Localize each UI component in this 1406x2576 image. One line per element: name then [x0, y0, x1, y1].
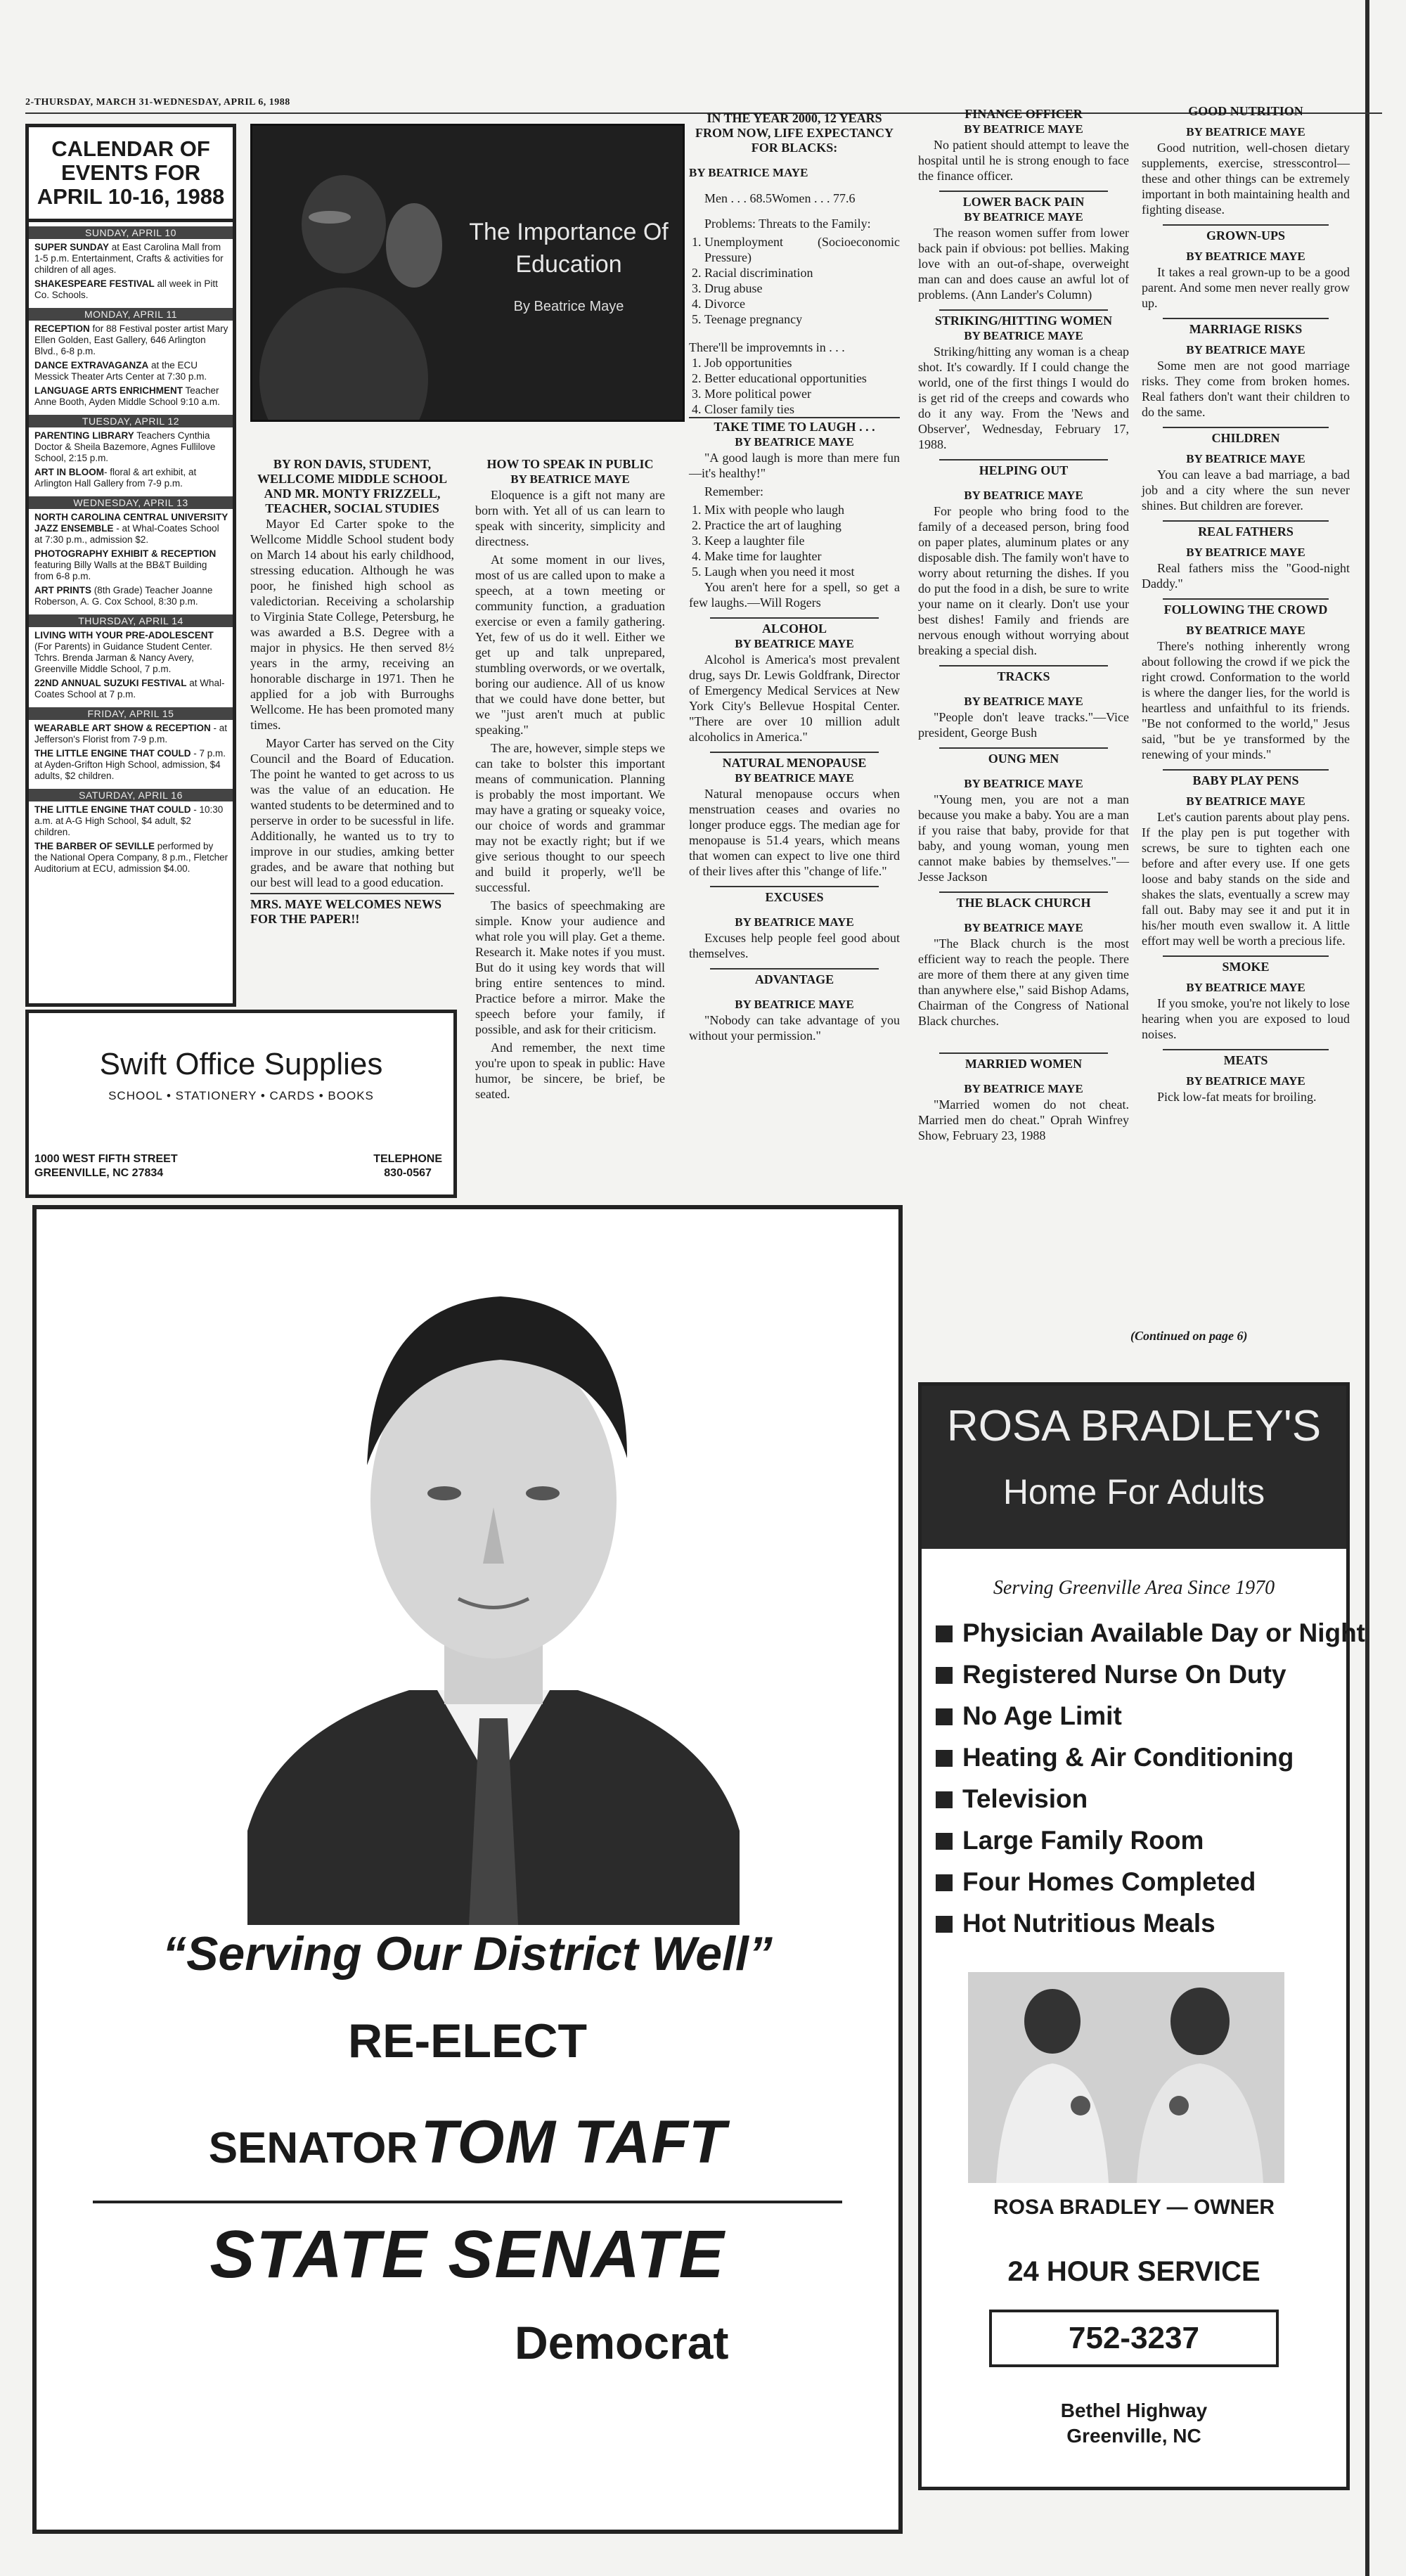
calendar-event-details: featuring Billy Walls at the BB&T Building from 6-8 p.m.	[34, 560, 207, 581]
taft-name-line	[37, 2108, 898, 2177]
calendar-event-title: LIVING WITH YOUR PRE-ADOLESCENT	[34, 630, 214, 640]
owners-photo-image	[968, 1972, 1284, 2183]
speak-byline: BY BEATRICE MAYE	[510, 472, 630, 486]
church-text: "The Black church is the most efficient way to reach the people. There are more of them there at any given time than anywhere else," said Bishop Adams, Chairman of the Congress of National Black churches.	[918, 936, 1129, 1028]
feature-label: Registered Nurse On Duty	[962, 1660, 1286, 1689]
bullet-icon	[936, 1833, 953, 1850]
youngmen-headline: OUNG MEN	[988, 752, 1059, 766]
speak-headline: HOW TO SPEAK IN PUBLIC	[486, 457, 654, 471]
menopause-byline: BY BEATRICE MAYE	[735, 771, 854, 785]
feature-label: Four Homes Completed	[962, 1867, 1256, 1896]
calendar-day-header: TUESDAY, APRIL 12	[29, 415, 233, 427]
calendar-day-header: WEDNESDAY, APRIL 13	[29, 496, 233, 509]
marriage-headline: MARRIAGE RISKS	[1189, 322, 1303, 336]
swift-tagline: SCHOOL • STATIONERY • CARDS • BOOKS	[108, 1089, 374, 1102]
calendar-event-details: (8th Grade) Teacher Joanne Roberson, A. G. Cox School, 8:30 p.m.	[34, 585, 213, 607]
laugh-headline: TAKE TIME TO LAUGH . . .	[689, 417, 900, 434]
list-item	[936, 1695, 1365, 1737]
education-photo-title: The Importance Of Education	[469, 219, 669, 278]
laugh-remember: Remember:	[704, 484, 763, 498]
candidate-portrait-image	[233, 1226, 754, 1925]
bullet-icon	[936, 1874, 953, 1891]
taft-campaign-ad	[32, 1205, 903, 2534]
advantage-byline: BY BEATRICE MAYE	[735, 998, 854, 1011]
calendar-event-details: - floral & art exhibit, at Arlington Hall Gallery from 7-9 p.m.	[34, 467, 197, 489]
calendar-event-title: SUPER SUNDAY	[34, 242, 110, 252]
laugh-intro: "A good laugh is more than mere fun—it's healthy!"	[689, 451, 900, 480]
year2000-problems-label: Problems: Threats to the Family:	[704, 217, 871, 231]
list-item	[936, 1654, 1365, 1695]
calendar-event-details: performed by the National Opera Company, 8 p.m., Fletcher Auditorium at ECU, admission $4.00.	[34, 841, 228, 874]
taft-name: TOM TAFT	[420, 2108, 727, 2176]
swift-address	[34, 1152, 178, 1180]
calendar-event-title: LANGUAGE ARTS ENRICHMENT	[34, 385, 183, 396]
year2000-stats: Men . . . 68.5Women . . . 77.6	[704, 191, 856, 205]
list-item	[936, 1820, 1365, 1861]
calendar-event	[29, 278, 233, 304]
calendar-event	[29, 323, 233, 360]
year2000-byline: BY BEATRICE MAYE	[689, 166, 808, 179]
youngmen-byline: BY BEATRICE MAYE	[964, 777, 1083, 790]
year2000-problems-list	[689, 234, 900, 327]
rosa-title: ROSA BRADLEY'S	[946, 1402, 1322, 1450]
calendar-event-title: 22ND ANNUAL SUZUKI FESTIVAL	[34, 678, 187, 688]
rosa-service: 24 HOUR SERVICE	[1007, 2256, 1260, 2287]
smoke-text: If you smoke, you're not likely to lose hearing when you are exposed to loud noises.	[1142, 996, 1350, 1041]
section-rule	[710, 886, 879, 887]
calendar-day-header: MONDAY, APRIL 11	[29, 308, 233, 321]
excuses-text: Excuses help people feel good about themselves.	[689, 931, 900, 960]
section-rule	[939, 1052, 1108, 1054]
calendar-event-details: - 7 p.m. at Ayden-Grifton High School, admission, $4 adults, $2 children.	[34, 748, 226, 781]
list-item: 3. Drug abuse	[704, 281, 900, 296]
fathers-text: Real fathers miss the "Good-night Daddy."	[1142, 561, 1350, 591]
section-rule	[939, 459, 1108, 461]
rosa-header	[922, 1386, 1346, 1549]
calendar-day-header: FRIDAY, APRIL 15	[29, 707, 233, 720]
rosa-phone-number: 752-3237	[989, 2310, 1279, 2367]
list-item: 1. Mix with people who laugh	[704, 502, 900, 517]
calendar-event-title: WEARABLE ART SHOW & RECEPTION	[34, 723, 211, 733]
crowd-headline: FOLLOWING THE CROWD	[1163, 603, 1328, 617]
davis-paragraph: Mayor Ed Carter spoke to the Wellcome Middle School student body on March 14 about his early childhood, stressing education. Although he was poor, he finished high school as valedictorian. Receiving a scholarship to Virginia State College, Petersburg, he was awarded a B.S. Degree with a major in physics. He then served 8½ years in the army, receiving an honorable discharge in 1971. Then he applied for a job with Burroughs Wellcome. He has been promoted many times.	[250, 517, 454, 732]
calendar-event-details: - at Jefferson's Florist from 7-9 p.m.	[34, 723, 228, 745]
section-rule	[939, 891, 1108, 893]
section-rule	[939, 309, 1108, 311]
tracks-byline: BY BEATRICE MAYE	[964, 695, 1083, 708]
calendar-event-details: Teachers Cynthia Doctor & Sheila Bazemore, Agnes Fullilove School, 2:15 p.m.	[34, 430, 216, 463]
calendar-event	[29, 385, 233, 411]
backpain-text: The reason women suffer from lower back pain if obvious: pot bellies. Making love with an out-of-shape, overweight man can and does cause an awful lot of problems. (Ann Lander's Column)	[918, 226, 1129, 302]
list-item: 2. Racial discrimination	[704, 265, 900, 281]
list-item: 3. Keep a laughter file	[704, 533, 900, 548]
section-rule	[1163, 769, 1329, 771]
helping-byline: BY BEATRICE MAYE	[964, 489, 1083, 502]
church-byline: BY BEATRICE MAYE	[964, 921, 1083, 934]
rosa-feature-list	[936, 1612, 1365, 1944]
speak-article	[475, 457, 665, 1105]
calendar-event	[29, 630, 233, 678]
feature-label: Physician Available Day or Night	[962, 1618, 1365, 1647]
married-byline: BY BEATRICE MAYE	[964, 1082, 1083, 1095]
children-headline: CHILDREN	[1211, 431, 1280, 445]
calendar-event-title: DANCE EXTRAVAGANZA	[34, 360, 149, 371]
bullet-icon	[936, 1750, 953, 1767]
helping-text: For people who bring food to the family of a deceased person, bring food on paper plates, aluminum plates or any disposable dish. The family won't have to worry about returning the dishes. If you do put the food in a dish, be sure to write your name on it clearly. Don't use your best dishes! Family and friends are nervous enough without worrying about breaking a special dish.	[918, 504, 1129, 657]
list-item	[936, 1737, 1365, 1778]
calendar-event	[29, 467, 233, 492]
list-item: 3. More political power	[704, 386, 900, 401]
youngmen-text: "Young men, you are not a man because you make a baby. You are a man if you raise that baby, provide for that baby, and young woman, young men cannot make babies by themselves."—Jesse Jackson	[918, 792, 1129, 884]
calendar-event-details: at East Carolina Mall from 1-5 p.m. Entertainment, Crafts & activities for children of all ages.	[34, 242, 224, 275]
married-text: "Married women do not cheat. Married men do cheat." Oprah Winfrey Show, February 23, 1988	[918, 1097, 1129, 1142]
rosa-subtitle: Home For Adults	[1002, 1472, 1265, 1512]
calendar-event-details: - 10:30 a.m. at A-G High School, $4 adult, $2 children.	[34, 804, 224, 837]
calendar-event	[29, 548, 233, 585]
meats-byline: BY BEATRICE MAYE	[1186, 1074, 1305, 1088]
grownups-text: It takes a real grown-up to be a good parent. And some men never really grow up.	[1142, 265, 1350, 310]
feature-label: Large Family Room	[962, 1826, 1204, 1855]
list-item	[936, 1861, 1365, 1902]
section-rule	[1163, 427, 1329, 428]
list-item	[936, 1778, 1365, 1820]
fathers-byline: BY BEATRICE MAYE	[1186, 546, 1305, 559]
davis-headline: BY RON DAVIS, STUDENT, WELLCOME MIDDLE SCHOOL AND MR. MONTY FRIZZELL, TEACHER, SOCIAL STUDIES	[257, 457, 448, 515]
calendar-event	[29, 841, 233, 877]
section-rule	[1163, 598, 1329, 600]
calendar-day-header: THURSDAY, APRIL 14	[29, 614, 233, 627]
finance-byline: BY BEATRICE MAYE	[964, 122, 1083, 136]
helping-headline: HELPING OUT	[979, 463, 1069, 477]
continued-note: (Continued on page 6)	[1130, 1329, 1248, 1343]
list-item: 2. Better educational opportunities	[704, 371, 900, 386]
swift-address-line: 1000 WEST FIFTH STREET	[34, 1153, 178, 1165]
crowd-text: There's nothing inherently wrong about following the crowd if we pick the right crowd. Conformation to the world is where the danger lies, for the world is heartless and unfaithful to its friends. "Be not conformed to the world," Jesus said, "but be ye transformed by the renewing of your minds."	[1142, 639, 1350, 761]
speak-paragraph: The basics of speechmaking are simple. Know your audience and what role you will play. Get a theme. Research it. Make notes if you must. But do it using key words that will bring entire sentences to mind. Practice before a mirror. Make the speech before your family, if possible, and ask for their criticism.	[475, 899, 665, 1036]
list-item: 2. Practice the art of laughing	[704, 517, 900, 533]
alcohol-text: Alcohol is America's most prevalent drug, says Dr. Lewis Goldfrank, Director of Emergency Medical Services at New York City's Bellevue Hospital Center. "There are over 10 million adult alcoholics in America."	[689, 652, 900, 744]
rosa-bradley-ad	[918, 1382, 1365, 2490]
section-rule	[1163, 520, 1329, 522]
smoke-headline: SMOKE	[1222, 960, 1270, 974]
calendar-event-details: at Whal-Coates School at 7 p.m.	[34, 678, 225, 700]
section-rule	[710, 968, 879, 970]
events-calendar	[25, 124, 236, 1007]
grownups-headline: GROWN-UPS	[1206, 228, 1285, 243]
calendar-event	[29, 723, 233, 748]
taft-slogan: “Serving Our District Well”	[162, 1927, 773, 1981]
married-headline: MARRIED WOMEN	[965, 1057, 1083, 1071]
calendar-event	[29, 804, 233, 841]
calendar-event-title: NORTH CAROLINA CENTRAL UNIVERSITY JAZZ ENSEMBLE	[34, 512, 228, 534]
rosa-address	[922, 2398, 1346, 2449]
list-item: 1. Unemployment (Socioeconomic Pressure)	[704, 234, 900, 265]
swift-telephone-number: 830-0567	[384, 1167, 432, 1179]
list-item: 4. Make time for laughter	[704, 548, 900, 564]
grownups-byline: BY BEATRICE MAYE	[1186, 250, 1305, 263]
section-rule	[1163, 318, 1329, 319]
playpens-text: Let's caution parents about play pens. If the play pen is put together with screws, be sure to tighten each one before and after every use. If one gets loose and baby stands on the side and shakes the slats, eventually a screw may fall out. Baby may see it and put it in his/her mouth even swallow it. A little effort may well be worth a precious life.	[1142, 810, 1350, 948]
alcohol-byline: BY BEATRICE MAYE	[735, 637, 854, 650]
calendar-event-title: PARENTING LIBRARY	[34, 430, 134, 441]
calendar-event	[29, 748, 233, 785]
swift-address-line: GREENVILLE, NC 27834	[34, 1167, 164, 1179]
section-rule	[1163, 1049, 1329, 1050]
bullet-icon	[936, 1791, 953, 1808]
calendar-event-title: THE BARBER OF SEVILLE	[34, 841, 155, 851]
taft-reelect: RE-ELECT	[348, 2014, 587, 2068]
list-item	[936, 1902, 1365, 1944]
column-five	[1142, 104, 1350, 1107]
calendar-event-details: at the ECU Messick Theater Arts Center at 7:30 p.m.	[34, 360, 207, 382]
calendar-event	[29, 678, 233, 703]
rosa-address-line: Bethel Highway	[1060, 2400, 1208, 2421]
calendar-event	[29, 430, 233, 467]
page-folio: 2-THURSDAY, MARCH 31-WEDNESDAY, APRIL 6, 1988	[25, 97, 290, 108]
feature-label: Hot Nutritious Meals	[962, 1909, 1215, 1938]
feature-label: No Age Limit	[962, 1701, 1122, 1730]
rosa-address-line: Greenville, NC	[1066, 2425, 1201, 2447]
davis-article	[250, 457, 454, 927]
finance-text: No patient should attempt to leave the hospital until he is strong enough to face the finance officer.	[918, 138, 1129, 183]
tracks-headline: TRACKS	[997, 669, 1050, 683]
calendar-event-title: SHAKESPEARE FESTIVAL	[34, 278, 155, 289]
nutrition-text: Good nutrition, well-chosen dietary supplements, exercise, stresscontrol—these and other things can be extremely important in both maintaining health and fighting disease.	[1142, 141, 1350, 217]
marriage-byline: BY BEATRICE MAYE	[1186, 343, 1305, 356]
section-rule	[939, 747, 1108, 749]
speak-paragraph: Eloquence is a gift not many are born with. Yet all of us can learn to speak with sincerity, simplicity and directness.	[475, 488, 665, 548]
smoke-byline: BY BEATRICE MAYE	[1186, 981, 1305, 994]
laugh-byline: BY BEATRICE MAYE	[735, 435, 854, 449]
section-rule	[710, 617, 879, 619]
finance-headline: FINANCE OFFICER	[965, 107, 1083, 121]
taft-title: SENATOR	[208, 2124, 418, 2172]
davis-paragraph: Mayor Carter has served on the City Council and the Board of Education. The point he wanted to get across to us was the value of an education. He wanted students to be determined and to perserve in order to be sucessful in life. Additionally, he wanted us to try to improve in our studies, amking better grades, and be aware that nothing but our best will lead to a good education.	[250, 736, 454, 889]
calendar-body	[29, 226, 233, 877]
advantage-headline: ADVANTAGE	[754, 972, 834, 986]
education-photo	[250, 124, 685, 422]
swift-name: Swift Office Supplies	[99, 1047, 383, 1081]
church-headline: THE BLACK CHURCH	[956, 896, 1091, 910]
year2000-headline: IN THE YEAR 2000, 12 YEARS FROM NOW, LIFE EXPECTANCY FOR BLACKS:	[695, 111, 894, 155]
section-rule	[939, 191, 1108, 192]
playpens-byline: BY BEATRICE MAYE	[1186, 794, 1305, 808]
calendar-event-title: ART IN BLOOM	[34, 467, 104, 477]
calendar-event-title: THE LITTLE ENGINE THAT COULD	[34, 748, 191, 759]
list-item: 1. Job opportunities	[704, 355, 900, 371]
alcohol-headline: ALCOHOL	[761, 622, 827, 636]
nutrition-byline: BY BEATRICE MAYE	[1186, 125, 1305, 139]
calendar-day-header: SATURDAY, APRIL 16	[29, 789, 233, 801]
calendar-event-details: Teacher Anne Booth, Ayden Middle School 9:10 a.m.	[34, 385, 220, 407]
calendar-event	[29, 585, 233, 610]
rosa-since: Serving Greenville Area Since 1970	[993, 1577, 1275, 1599]
backpain-byline: BY BEATRICE MAYE	[964, 210, 1083, 224]
calendar-event-details: (For Parents) in Guidance Student Center. Tchrs. Brenda Jarman & Nancy Avery, Greenville Middle School, 7 p.m.	[34, 641, 212, 674]
marriage-text: Some men are not good marriage risks. They come from broken homes. Real fathers don't want their children to do the same.	[1142, 359, 1350, 419]
calendar-event-title: ART PRINTS	[34, 585, 91, 595]
taft-divider	[93, 2201, 842, 2203]
feature-label: Heating & Air Conditioning	[962, 1743, 1294, 1772]
column-four	[918, 107, 1129, 1146]
list-item: 5. Teenage pregnancy	[704, 311, 900, 327]
rosa-owner: ROSA BRADLEY — OWNER	[993, 2196, 1275, 2219]
fathers-headline: REAL FATHERS	[1198, 524, 1294, 539]
swift-telephone-label: TELEPHONE	[373, 1153, 442, 1165]
excuses-byline: BY BEATRICE MAYE	[735, 915, 854, 929]
nutrition-headline: GOOD NUTRITION	[1188, 104, 1303, 118]
list-item: 4. Closer family ties	[704, 401, 900, 417]
calendar-event-details: for 88 Festival poster artist Mary Ellen Golden, East Gallery, 646 Arlington Blvd., 6-8 p.m.	[34, 323, 228, 356]
list-item	[936, 1612, 1365, 1654]
bullet-icon	[936, 1625, 953, 1642]
children-text: You can leave a bad marriage, a bad job and a city where the sun never shines. But children are forever.	[1142, 468, 1350, 513]
striking-text: Striking/hitting any woman is a cheap shot. It's cowardly. If I could change the world, one of the first things I would do is get rid of the creeps and cowards who do it any way. From the 'News and Observer', Wednesday, February 17, 1988.	[918, 344, 1129, 451]
tracks-text: "People don't leave tracks."—Vice president, George Bush	[918, 710, 1129, 740]
children-byline: BY BEATRICE MAYE	[1186, 452, 1305, 465]
striking-headline: STRIKING/HITTING WOMEN	[934, 314, 1113, 328]
speak-paragraph: At some moment in our lives, most of us are called upon to make a speech, at a town meeting or community function, a graduation exercise or even a family gathering. Yet, few of us do it well. Either we get up and talk unprepared, stumbling overwords, or we overtalk, boring our audience. All of us know that we could have done better, but we "just aren't much at public speaking."	[475, 553, 665, 737]
section-rule	[939, 665, 1108, 666]
calendar-event	[29, 512, 233, 548]
playpens-headline: BABY PLAY PENS	[1192, 773, 1299, 787]
calendar-day-header: SUNDAY, APRIL 10	[29, 226, 233, 239]
list-item: 4. Divorce	[704, 296, 900, 311]
taft-office: STATE SENATE	[209, 2217, 725, 2292]
calendar-event-details: - at Whal-Coates School at 7:30 p.m., admission $2.	[34, 523, 219, 545]
swift-office-ad	[25, 1010, 457, 1198]
calendar-event-details: all week in Pitt Co. Schools.	[34, 278, 218, 300]
excuses-headline: EXCUSES	[765, 890, 824, 904]
swift-telephone	[373, 1152, 442, 1180]
section-rule	[1163, 224, 1329, 226]
calendar-event-title: RECEPTION	[34, 323, 90, 334]
feature-label: Television	[962, 1784, 1088, 1813]
crowd-byline: BY BEATRICE MAYE	[1186, 624, 1305, 637]
davis-footer: MRS. MAYE WELCOMES NEWS FOR THE PAPER!!	[250, 893, 454, 927]
page-edge-rule	[1365, 0, 1369, 2576]
column-three	[689, 111, 900, 1046]
education-photo-author: By Beatrice Maye	[513, 299, 624, 314]
taft-party: Democrat	[515, 2317, 729, 2369]
section-rule	[1163, 955, 1329, 957]
bullet-icon	[936, 1667, 953, 1684]
laugh-list	[689, 502, 900, 579]
menopause-headline: NATURAL MENOPAUSE	[722, 756, 867, 770]
bullet-icon	[936, 1916, 953, 1933]
section-rule	[710, 752, 879, 753]
year2000-improve-list	[689, 355, 900, 417]
backpain-headline: LOWER BACK PAIN	[962, 195, 1085, 209]
calendar-event-title: PHOTOGRAPHY EXHIBIT & RECEPTION	[34, 548, 217, 559]
calendar-event	[29, 360, 233, 385]
advantage-text: "Nobody can take advantage of you without your permission."	[689, 1013, 900, 1043]
speak-paragraph: The are, however, simple steps we can take to bolster this important means of communication. Planning is probably the most important. We may have a grating or squeaky voice, our choice of words and grammar may not be exactly right; but if we give serious thought to our speech and build it properly, we'll be successful.	[475, 741, 665, 894]
calendar-event	[29, 242, 233, 278]
calendar-event-title: THE LITTLE ENGINE THAT COULD	[34, 804, 191, 815]
laugh-outro: You aren't here for a spell, so get a few laughs.—Will Rogers	[689, 580, 900, 610]
year2000-improve-label: There'll be improvemnts in . . .	[689, 340, 845, 354]
calendar-title: CALENDAR OF EVENTS FOR APRIL 10-16, 1988	[29, 127, 233, 222]
bullet-icon	[936, 1708, 953, 1725]
striking-byline: BY BEATRICE MAYE	[964, 329, 1083, 342]
list-item: 5. Laugh when you need it most	[704, 564, 900, 579]
meats-text: Pick low-fat meats for broiling.	[1157, 1090, 1317, 1104]
meats-headline: MEATS	[1223, 1053, 1268, 1067]
speak-paragraph: And remember, the next time you're upon to speak in public: Have humor, be sincere, be brief, be seated.	[475, 1041, 665, 1101]
menopause-text: Natural menopause occurs when menstruation ceases and ovaries no longer produce eggs. The median age for menopause is 51.4 years, which means that women can expect to live one third of their lives after this "change of life."	[689, 787, 900, 878]
